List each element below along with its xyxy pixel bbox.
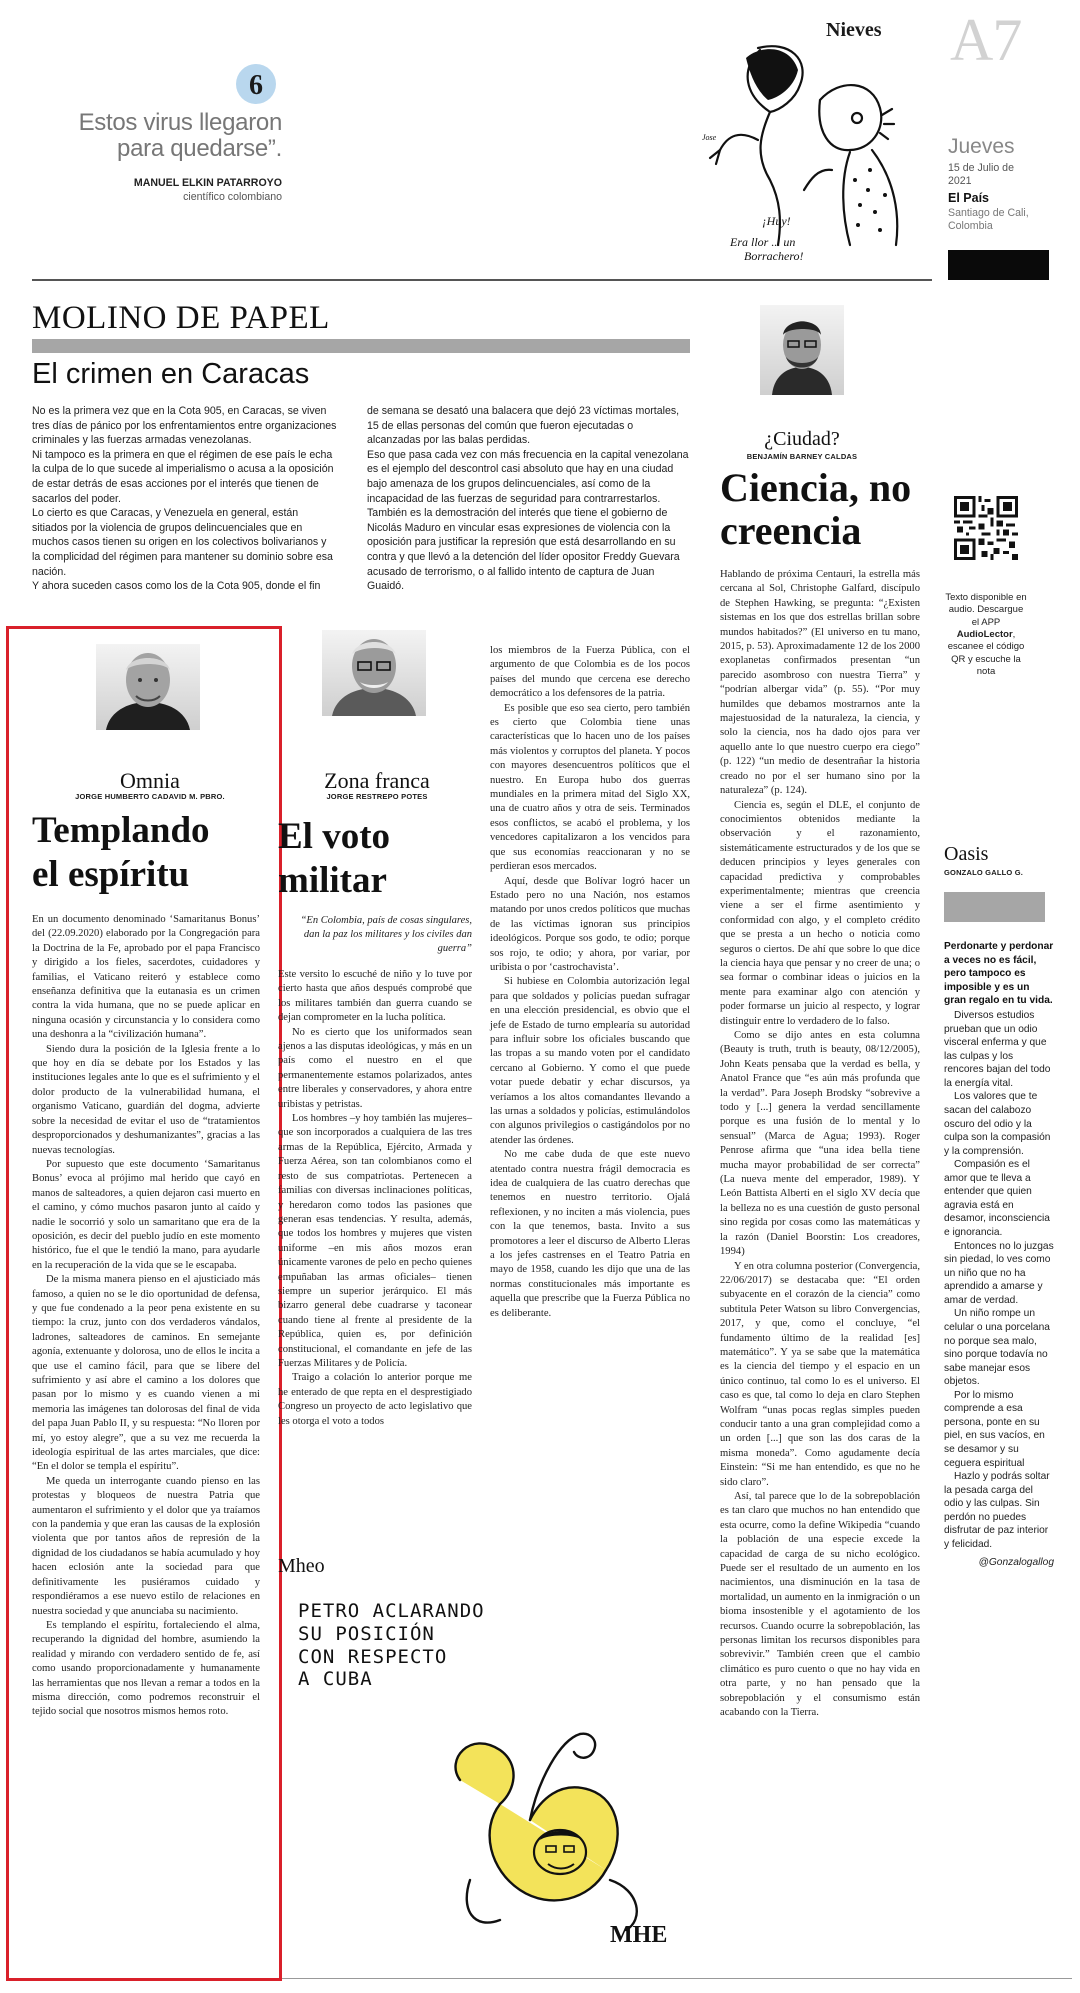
ciencia-headline: Ciencia, no creencia (720, 465, 912, 554)
svg-text:Era llor ... un: Era llor ... un (730, 235, 796, 249)
zona-paragraph: Aquí, desde que Bolívar logró hacer un Estado pero no una Nación, nos estamos matando por unos credos políticos que muchas de las víctimas ignoran sus principios ideológicos. Porque sos godo, te odio; porque sos rojo, te odio; y ahora, por variar, por uribista o por ‘castrochavista’. (490, 875, 690, 973)
mheo-caption-line: CON RESPECTO (298, 1645, 448, 1668)
zona-dek: “En Colombia, país de cosas singulares, dan la paz los militares y los civiles dan guerra” (300, 915, 472, 955)
quote-icon: 6 (236, 64, 276, 104)
lead-column-1: No es la primera vez que en la Cota 905, en Caracas, se viven tres días de pánico por los enfrentamientos entre organizaciones criminales y las fuerzas armadas venezolanas. Ni tampoco es la primera en que el régimen de ese país le echa la culpa de lo que sucede al imperialismo o acusa a la oposición de estar detrás de esas acciones por el interés que tienen de sacarlos del poder. Lo cierto es que Caracas, y Venezuela en general, están sitiados por la violencia de grupos delincuenciales que en muchos casos tienen su origen en los colectivos bolivarianos y la complicidad del régimen para mantener su dominio sobre esa nación. Y ahora suceden casos como los de la Cota 905, donde el fin (32, 405, 337, 593)
zona-body-b (490, 644, 690, 1321)
masthead-day: Jueves (948, 135, 1015, 158)
section-title: MOLINO DE PAPEL (32, 300, 330, 336)
svg-text:Jose: Jose (702, 133, 717, 142)
mheo-caption-line: PETRO ACLARANDO (298, 1600, 485, 1622)
masthead-black-bar (948, 250, 1049, 280)
mheo-signature: MHE (610, 1922, 668, 1948)
quote-author: MANUEL ELKIN PATARROYO (133, 177, 282, 189)
zona-paragraph: los miembros de la Fuerza Pública, con el argumento de que Colombia es de los pocos países del mundo que cercena ese derecho democrático a los defensores de la patria. (490, 645, 690, 700)
zona-headline-line-2: militar (278, 860, 387, 901)
qr-caption: Texto disponible en audio. Descargue el APP AudioLector, escanee el código QR y escuche la nota (945, 592, 1027, 678)
mheo-caption-line: SU POSICIÓN (298, 1622, 435, 1645)
oasis-paragraph: Hazlo y podrás soltar la pesada carga del odio y las culpas. Sin perdón no puedes disfrutar de paz interior y felicidad. (944, 1471, 1050, 1550)
lead-headline: El crimen en Caracas (32, 358, 310, 390)
omnia-author: JORGE HUMBERTO CADAVID M. PBRO. (75, 792, 225, 801)
ciencia-body (720, 568, 920, 1721)
omnia-paragraph: Por supuesto que este documento ‘Samaritanus Bonus’ evoca al prójimo mal herido que cayó en manos de salteadores, a quien dejaron casi muerto en el camino, y cómo muchos pasaron junto al caído y nadie le socorrió y solo un samaritano que era de la oposición, es decir del pueblo judío en este momento histórico, fue el que le tendió la mano, para ayudarle en la recuperación de la vida que se le escapaba. (32, 1158, 260, 1271)
omnia-headline-line-2: el espíritu (32, 854, 190, 895)
zona-paragraph: Los hombres –y hoy también las mujeres– que son incorporados a cualquiera de las tres armas de la República, Ejército, Armada y Fuerza Aérea, son tan colombianos como el resto de sus compatriotas. Pertenecen a familias con diversas inclinaciones políticas, y heredaron como todos las pasiones que generan esas tendencias. Y resulta, además, que todos los hombres y mujeres que visten uniforme –en mis años mozos eran únicamente varones de pelo en pecho quienes empuñaban las armas oficiales– tienen siempre un superior jerárquico. El más bizarro general debe cuadrarse y taconear cuando tiene al frente al presidente de la República, quien es, por definición constitucional, el comandante en jefe de las Fuerzas Militares y de Policía. (278, 1113, 472, 1369)
zona-column-name: Zona franca (324, 768, 430, 793)
zona-paragraph: Este versito lo escuché de niño y lo tuve por cierto hasta que años después comprobé que los militares también dan guerra cuando se dejan comprometer en la lucha política. (278, 969, 472, 1024)
author-portrait-barney (760, 305, 844, 395)
quote-text: Estos virus llegaron para quedarse”. (78, 109, 282, 162)
zona-paragraph: Si hubiese en Colombia autorización legal para que soldados y policías puedan sufragar en una elección presidencial, es obvio que el jefe de Estado de turno emplearía su autoridad para influir sobre los oficiales buscando que las tropas a su mando voten por el candidato cercano al Gobierno. Y como el que puede votar puede debatir y echar discursos, ya veríamos a los altos comandantes llevando a las urnas a soldados y policías, estimulándolos con algunos privilegios o castigándolos por no atender las órdenes. (490, 976, 690, 1146)
section-grey-bar (32, 339, 690, 353)
omnia-body (32, 913, 260, 1720)
oasis-paragraph: Compasión es el amor que te lleva a entender que quien agravia está en desamor, inconsciencia e ignorancia. (944, 1159, 1050, 1238)
omnia-paragraph: Siendo dura la posición de la Iglesia frente a lo que hoy en día se debate por los Estados y las instituciones legales ante lo que es el sufrimiento y el dolor producto de la vulnerabilidad humana, el organismo Vaticano, guardián del dogma, advierte sobre la necesidad de evitar el uso de “tratamientos desproporcionados y deshumanizantes”, gracias a las nuevas tecnologías. (32, 1043, 260, 1156)
zona-author: JORGE RESTREPO POTES (326, 792, 428, 801)
oasis-grey-bar (944, 892, 1045, 922)
cartoon-nieves-drawing (700, 40, 935, 260)
quote-author-role: científico colombiano (183, 191, 282, 203)
masthead-date: 15 de Julio de 2021 (948, 162, 1014, 188)
mheo-caption-line: A CUBA (298, 1668, 373, 1691)
author-portrait-restrepo (322, 630, 426, 716)
oasis-title: Oasis (944, 843, 989, 865)
omnia-column-name: Omnia (120, 768, 180, 793)
masthead-city: Santiago de Cali, Colombia (948, 207, 1029, 233)
zona-body-a (278, 968, 472, 1429)
svg-text:Borrachero!: Borrachero! (744, 249, 804, 260)
zona-paragraph: Traigo a colación lo anterior porque me he enterado de que repta en el desprestigiado Congreso un proyecto de acto legislativo que les otorga el voto a todos (278, 1372, 472, 1427)
oasis-paragraph: Diversos estudios prueban que un odio visceral enferma y que las culpas y los rencores bajan del todo la energía vital. (944, 1010, 1051, 1089)
lead-column-2: de semana se desató una balacera que dejó 23 víctimas mortales, 15 de ellas personas del común que fueron ejecutadas o alcanzadas por las balas perdidas. Eso que pasa cada vez con más frecuencia en la capital venezolana es el ejemplo del descontrol casi absoluto que hay en una ciudad bajo amenaza de los grupos delincuenciales, así como de la incapacidad de las fuerzas de seguridad para contrarrestarlos. También es la demostración del interés que tiene el gobierno de Nicolás Maduro en vincular esas expresiones de violencia con la oposición para justificar la represión que está desarrollando en su contra y que llevó a la detención del líder opositor Freddy Guevara acusado de terrorismo, o al fallido intento de captura de Juan Guaidó. (367, 405, 689, 593)
svg-text:¡Huy!: ¡Huy! (762, 214, 791, 228)
bottom-rule (282, 1978, 1072, 1979)
ciencia-paragraph: Así, tal parece que lo de la sobrepoblación es tan claro que muchos no han entendido que esta ocurre, como la define Wikipedia “cuando la población de una especie excede la capacidad de carga de su nicho ecológico. Puede ser el resultado de un aumento en los nacimientos, una disminución en la tasa de mortalidad, un aumento en la inmigración o un bioma insostenible y el agotamiento de los recursos. Cuando ocurre la sobrepoblación, las personas limitan los recursos disponibles para sobrevivir.” También creen que el cambio climático es puro cuento o que no hay vida en otra parte, y no han pensado que la sobrepoblación y el consumismo están acabando con la Tierra. (720, 1491, 920, 1719)
oasis-lead: Perdonarte y perdonar a veces no es fácil, pero tampoco es imposible y es un gran regalo en tu vida. (944, 941, 1054, 1007)
oasis-body (944, 1009, 1054, 1569)
ciencia-paragraph: Como se dijo antes en esta columna (Beauty is truth, truth is beauty, 08/12/2005), John Keats pensaba que la verdad es bella, y Anatol France que “es aún más profunda que la verdad”. Para Joseph Brodsky “sobrevive a todo y [...] genera la verdad sencillamente porque es una fusión de lo mental y lo sensual” (Marca de Agua; 1993). Roger Penrose afirma que “una idea bella tiene mucha mayor probabilidad de ser correcta” (La nueva mente del emperador, 1989). Y León Battista Alberti en el siglo XV decía que la belleza no es una cuestión de gusto personal sino regida por cosas como las matemáticas y la razón (Daniel Boorstin: Los creadores, 1994) (720, 1030, 920, 1258)
omnia-headline-line-1: Templando (32, 810, 210, 851)
zona-paragraph: Es posible que eso sea cierto, pero también es cierto que Colombia tiene unas características que lo hacen uno de los países más violentos y corruptos del planeta. Y pocos con mayores desencuentros políticos que el nuestro. En Europa hubo dos guerras mundiales en la primera mitad del Siglo XX, una de cuatro años y otra de seis. Terminados esos conflictos, se acabó el problema, y los vencedores capitalizaron a los vencidos para que sus economías reaccionaran y no se perdieran esos mercados. (490, 702, 690, 873)
ciencia-paragraph: Hablando de próxima Centauri, la estrella más cercana al Sol, Christophe Galfard, discípulo de Stephen Hawking, se pregunta: “¿Existen sistemas en los que dos estrellas brillan sobre mundos habitados?” (El universo en tu mano, 2015, p. 53). Aproximadamente 12 de los 2000 exoplanetas confirmados presentan “un parecido asombroso con nuestra Tierra” y “podrían albergar vida” (p. 55). “Por muy humildes que debamos mostrarnos ante la majestuosidad de la naturaleza, la ciencia, y solo la ciencia, nos ha dado ojos para ver aquello ante lo que nuestro cuerpo era ciego” (p. 122) “un medio de desentrañar la historia creado no por el ser humano sino por la naturaleza” (p. 124). (720, 569, 920, 797)
omnia-paragraph: Me queda un interrogante cuando pienso en las protestas y bloqueos de nuestra Patria que aumentaron el sufrimiento y el dolor que ya traíamos con la pandemia y que eran las causas de la explosión violenta que por tantos años de represión de la dignidad de los ciudadanos se había acumulado y hoy hacen eclosión ante la sociedad para que definitivamente les pusiéramos cuidado y respondiéramos a ese nuevo estilo de relaciones en nuestra sociedad y que anunciaba su nacimiento. (32, 1475, 260, 1617)
mheo-title: Mheo (278, 1555, 325, 1577)
page-number: A7 (950, 7, 1022, 73)
oasis-author: GONZALO GALLO G. (944, 868, 1024, 877)
oasis-paragraph: Por lo mismo comprende a esa persona, ponte en su piel, en sus vacíos, en se desamor y su ceguera espiritual (944, 1389, 1045, 1469)
mheo-caption (298, 1600, 485, 1691)
ciencia-paragraph: Ciencia es, según el DLE, el conjunto de conocimientos obtenidos mediante la observación y el razonamiento, sistemáticamente estructurados y de los que se deducen principios y leyes generales con capacidad predictiva y comprobables experimentalmente; mientras que creencia viene a ser el firme asentimiento y conformidad con algo, y el completo crédito que se presta a un hecho o noticia como seguros o ciertos. De ahí que sobre lo que dice la ciencia haya que pensar y no creer de una; o sea formar o combinar ideas o juicios en la mente para examinar algo con atención y poder formarse un juicio al respecto, y lograr distinguir entre lo verdadero de lo falso. (720, 799, 920, 1027)
qr-code[interactable] (954, 496, 1018, 560)
author-portrait-cadavid (96, 644, 200, 730)
oasis-handle: @Gonzalogallog (978, 1556, 1054, 1568)
ciencia-author: BENJAMÍN BARNEY CALDAS (746, 452, 858, 461)
mheo-cartoon-drawing (430, 1720, 680, 1960)
qr-app-name: AudioLector (956, 629, 1013, 641)
cartoon-title: Nieves (826, 19, 882, 41)
omnia-paragraph: De la misma manera pienso en el ajusticiado más famoso, a quien no se le dio oportunidad de defensa, y que fue condenado a la peor pena existente en su tiempo: la cruz, junto con dos verdaderos vándalos, ladrones, salteadores de caminos. En semejante agonía, extenuante y dolorosa, uno de ellos le incita a que use el camino fácil, para que se libere del sufrimiento y así abre el camino a los dolores que pasan por lo mismo y es cuando vienen a mi memoria las imágenes tan dolorosas del final de vida del papa Juan Pablo II, y su respuesta: “No lloren por mí, yo estoy alegre”, que a su vez me recuerda la ideología espiritual de las artes marciales, que dice: “En el dolor se templa el espíritu”. (32, 1274, 260, 1473)
zona-headline-line-1: El voto (278, 816, 391, 857)
ciencia-paragraph: Y en otra columna posterior (Convergencia, 22/06/2017) se destacaba que: “El orden subyacente en el corazón de la ciencia” como subtitula Peter Watson su libro Convergencias, 2017, y que, como el concluye, “el fundamento último de la realidad [es] matemático”. Y ya se sabe que la matemática es la ciencia del tiempo y el espacio en un único continuo, tal como lo es el universo. El caso es que, tal como lo deja en claro Stephen Wolfram “unas pocas reglas simples pueden conducir tanto a una gran complejidad como a un orden [...] que son las dos caras de la misma moneda”. Como agudamente decía Einstein: “Si me han entendido, es que no he sido claro”. (720, 1260, 920, 1488)
top-rule (32, 279, 932, 281)
oasis-paragraph: Los valores que te sacan del calabozo oscuro del odio y la culpa son la compasión y la comprensión. (944, 1091, 1051, 1157)
omnia-paragraph: En un documento denominado ‘Samaritanus Bonus’ del (22.09.2020) elaborado por la Congregación para la Doctrina de la Fe, aprobado por el papa Francisco y dirigido a los fieles, sacerdotes, cuidadores y familias, el Vaticano reiteró y establece como enseñanza definitiva que la eutanasia es un crimen contra la vida humana, que no se puede aplicar en ninguna ocasión y circunstancia y lo considera como una deshonra a la “civilización humana”. (32, 914, 260, 1041)
zona-paragraph: No me cabe duda de que este nuevo atentado contra nuestra frágil democracia es idea de cualquiera de las cuatro derechas que tenemos en nuestro territorio. Ojalá reflexionen, y no inciten a más violencia, pues con la que tenemos, basta. Invito a sus promotores a leer el discurso de Alberto Lleras a los jefes castrenses en el Teatro Patria en mayo de 1958, cuando les dijo que una de las normas constitucionales más importante es aquella que prescribe que la Fuerza Pública no es deliberante. (490, 1149, 690, 1319)
oasis-paragraph: Entonces no lo juzgas sin piedad, lo ves como un niño que no ha aprendido a amarse y amar de verdad. (944, 1240, 1054, 1306)
oasis-paragraph: Un niño rompe un celular o una porcelana no porque sea malo, sino porque todavía no sabe manejar esos objetos. (944, 1308, 1050, 1388)
ciencia-column-name: ¿Ciudad? (764, 428, 840, 450)
masthead-paper: El País (948, 191, 989, 205)
zona-paragraph: No es cierto que los uniformados sean ajenos a las disputas ideológicas, y más en un país como el nuestro en el que permanentemente estamos polarizados, antes entre liberales y conservadores, y ahora entre uribistas y petristas. (278, 1026, 472, 1110)
omnia-paragraph: Es templando el espíritu, fortaleciendo el alma, recuperando la dignidad del hombre, asumiendo la realidad y mirando con verdadero sentido de fe, así como usando proporcionadamente y humanamente las herramientas que nos llevan a remar a todos en la misma dirección, como podremos reconstruir el tejido social que nosotros mismos hemos roto. (32, 1619, 260, 1718)
